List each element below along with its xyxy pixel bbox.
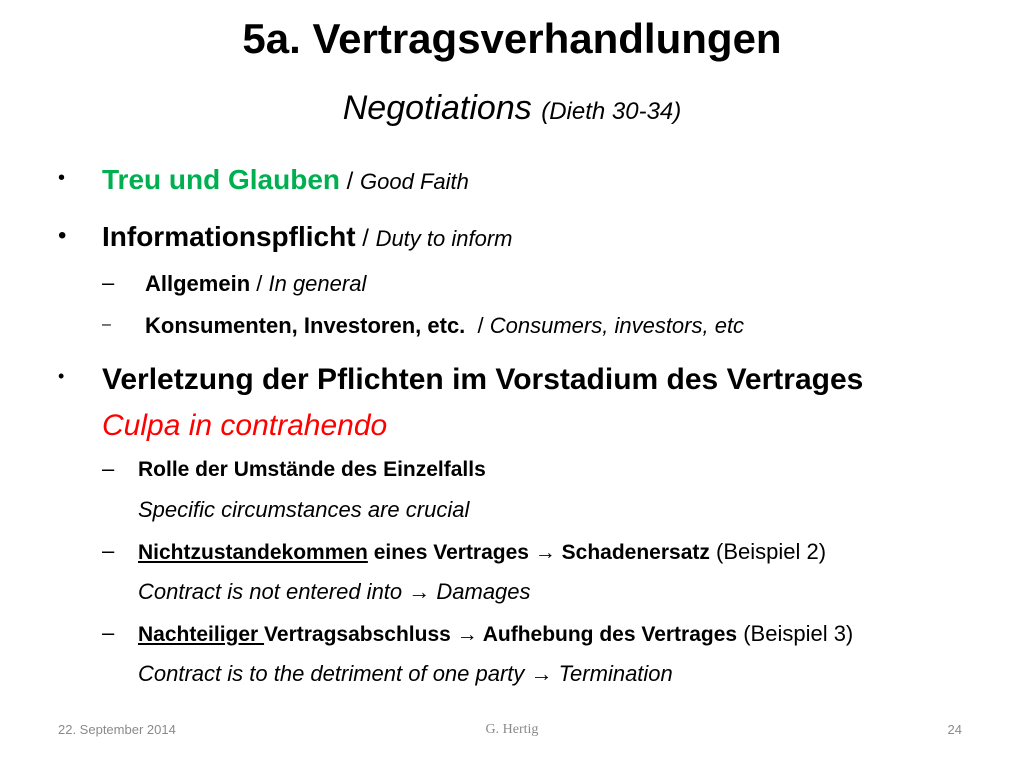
dash-marker: – — [102, 456, 115, 481]
dash-marker: – — [102, 620, 115, 645]
bullet-term-de: Informationspflicht — [102, 221, 356, 252]
sub-term-de: Allgemein — [145, 271, 251, 296]
footer-page-number: 24 — [947, 722, 962, 737]
latin-term: Culpa in contrahendo — [102, 409, 388, 442]
bullet-text — [102, 220, 513, 256]
underlined-term: Nachteiliger — [138, 623, 265, 646]
sub-item-text — [145, 312, 744, 340]
sub-item-text — [145, 270, 366, 298]
slide-subtitle — [0, 86, 1024, 134]
sub-term-de: Konsumenten, Investoren, etc. — [145, 313, 466, 338]
footer-author: G. Hertig — [485, 722, 539, 737]
example-reference: (Beispiel 3) — [737, 621, 854, 646]
sub-term-de: Rolle der Umstände des Einzelfalls — [138, 458, 486, 481]
bullet-term-en: Duty to inform — [375, 226, 513, 251]
sub-item-text — [138, 620, 853, 649]
bullet-term-de: Treu und Glauben — [102, 164, 341, 195]
sub-item-text — [138, 538, 826, 567]
subtitle-reference: (Dieth 30-34) — [541, 98, 682, 125]
sub-term-en: Specific circumstances are crucial — [138, 497, 470, 522]
subtitle-main: Negotiations — [342, 89, 532, 127]
slide-title: 5a. Vertragsverhandlungen — [242, 15, 782, 62]
sub-term-de: eines Vertrages → Schadenersatz — [367, 541, 710, 564]
bullet-marker: • — [58, 167, 66, 189]
separator: / — [340, 168, 361, 195]
bullet-marker: • — [58, 366, 65, 386]
sub-term-de: Vertragsabschluss → Aufhebung des Vertrages — [264, 623, 738, 646]
bullet-marker: • — [58, 222, 67, 249]
example-reference: (Beispiel 2) — [709, 539, 827, 564]
separator: / — [250, 271, 269, 296]
sub-term-en: Consumers, investors, etc — [489, 313, 745, 338]
sub-term-en: In general — [268, 271, 367, 296]
separator: / — [355, 225, 376, 252]
sub-term-en: Contract is not entered into → Damages — [138, 579, 531, 604]
footer-date: 22. September 2014 — [58, 722, 176, 737]
dash-marker: – — [102, 538, 115, 563]
separator: / — [465, 313, 490, 338]
bullet-term-de: Verletzung der Pflichten im Vorstadium des Vertrages — [102, 363, 864, 396]
bullet-text — [102, 163, 469, 199]
underlined-term: Nichtzustandekommen — [138, 541, 368, 564]
dash-marker: – — [102, 270, 115, 295]
bullet-term-en: Good Faith — [360, 169, 469, 194]
sub-term-en: Contract is to the detriment of one party → Termination — [138, 661, 673, 686]
dash-marker: – — [102, 316, 111, 333]
